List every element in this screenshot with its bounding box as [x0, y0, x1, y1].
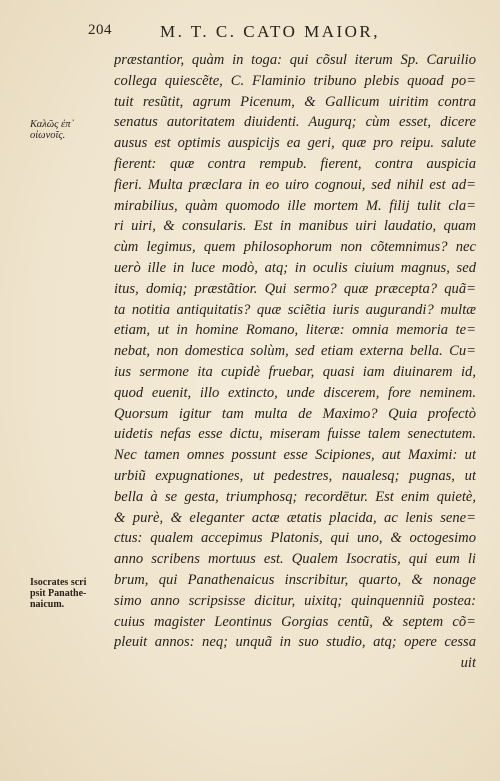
marginal-note-line: οἰωνοῖς.	[30, 130, 66, 141]
text-line: ius sermone ita cupidè fruebar, quasi iam diuinarem id,	[114, 363, 476, 380]
page-header	[88, 22, 448, 44]
text-line: etiam, ut in homine Romano, literæ: omnia memoria te=	[114, 322, 476, 339]
text-line: anno scribens mortuus est. Qualem Isocratis, qui eum li	[114, 551, 476, 568]
marginal-note-line: Isocrates scri	[30, 577, 87, 588]
text-line: tuit resũtit, agrum Picenum, & Gallicum uiritim contra	[114, 93, 476, 110]
body-text	[114, 50, 476, 674]
text-line: præstantior, quàm in toga: qui cõsul iterum Sp. Caruilio	[114, 52, 476, 68]
marginal-note-line: Καλῶς ἐπ᾽	[30, 119, 74, 130]
text-line: uit	[460, 655, 476, 672]
marginal-note-line: psit Panathe-	[30, 588, 87, 599]
text-line: uerò ille in luce modò, atq; in oculis ciuium magnus, sed	[114, 259, 476, 276]
running-head: M. T. C. CATO MAIOR,	[160, 22, 381, 41]
text-line: ri uiri, & consularis. Est in manibus uiri laudatio, quam	[114, 218, 476, 235]
text-line: pleuit annos: neq; unquã in suo studio, atq; opere cessa	[114, 634, 476, 651]
text-line: ctus: qualem accepimus Platonis, qui uno, & octogesimo	[114, 530, 476, 547]
text-line: bella à se gesta, triumphosq; recordētur. Est enim quietè,	[114, 488, 476, 505]
text-line: cùm legimus, quem philosophorum non cõtemnimus? nec	[114, 239, 476, 256]
text-line: senatus autoritatem diuidenti. Augurq; cùm esset, dicere	[114, 114, 476, 131]
text-line: fierent: quæ contra rempub. fierent, contra auspicia	[114, 155, 476, 172]
text-line: Nec tamen omnes possunt esse Scipiones, aut Maximi: ut	[114, 447, 476, 464]
text-line: cuius magister Leontinus Gorgias centũ, & septem cõ=	[114, 613, 476, 630]
text-line: fieri. Multa præclara in eo uiro cognoui, sed nihil est ad=	[114, 176, 476, 193]
marginal-note-greek	[30, 119, 100, 141]
marginal-note-line: naicum.	[30, 599, 65, 610]
text-line: urbiũ expugnationes, ut pedestres, naualesq; pugnas, ut	[114, 467, 476, 484]
page-number: 204	[88, 22, 112, 38]
text-line: ausus est optimis auspicijs ea geri, quæ pro reipu. salute	[114, 135, 476, 152]
text-line: brum, qui Panathenaicus inscribitur, quarto, & nonage	[114, 571, 476, 588]
text-line: itus, domiq; præstãtior. Qui sermo? quæ præcepta? quã=	[114, 280, 476, 297]
marginal-note-isocrates	[30, 577, 110, 610]
text-line: & purè, & eleganter actæ ætatis placida, ac lenis sene=	[114, 509, 476, 526]
text-line: quod euenit, illo extincto, unde discerem, fore neminem.	[114, 384, 476, 401]
text-line: ta notitia antiquitatis? quæ sciẽtia iuris augurandi? multæ	[114, 301, 476, 318]
text-line: nebat, non domestica solùm, sed etiam externa bella. Cu=	[114, 343, 476, 360]
text-line: mirabilius, quàm quomodo ille mortem M. filij tulit cla=	[114, 197, 476, 214]
text-line: Quorsum igitur tam multa de Maximo? Quia profectò	[114, 405, 476, 422]
text-line: simo anno scripsisse dicitur, uixitq; quinquenniũ postea:	[114, 592, 476, 609]
text-line: uidetis nefas esse dictu, miseram fuisse talem senectutem.	[114, 426, 476, 443]
text-line: collega quiescẽte, C. Flaminio tribuno plebis quoad po=	[114, 72, 476, 89]
